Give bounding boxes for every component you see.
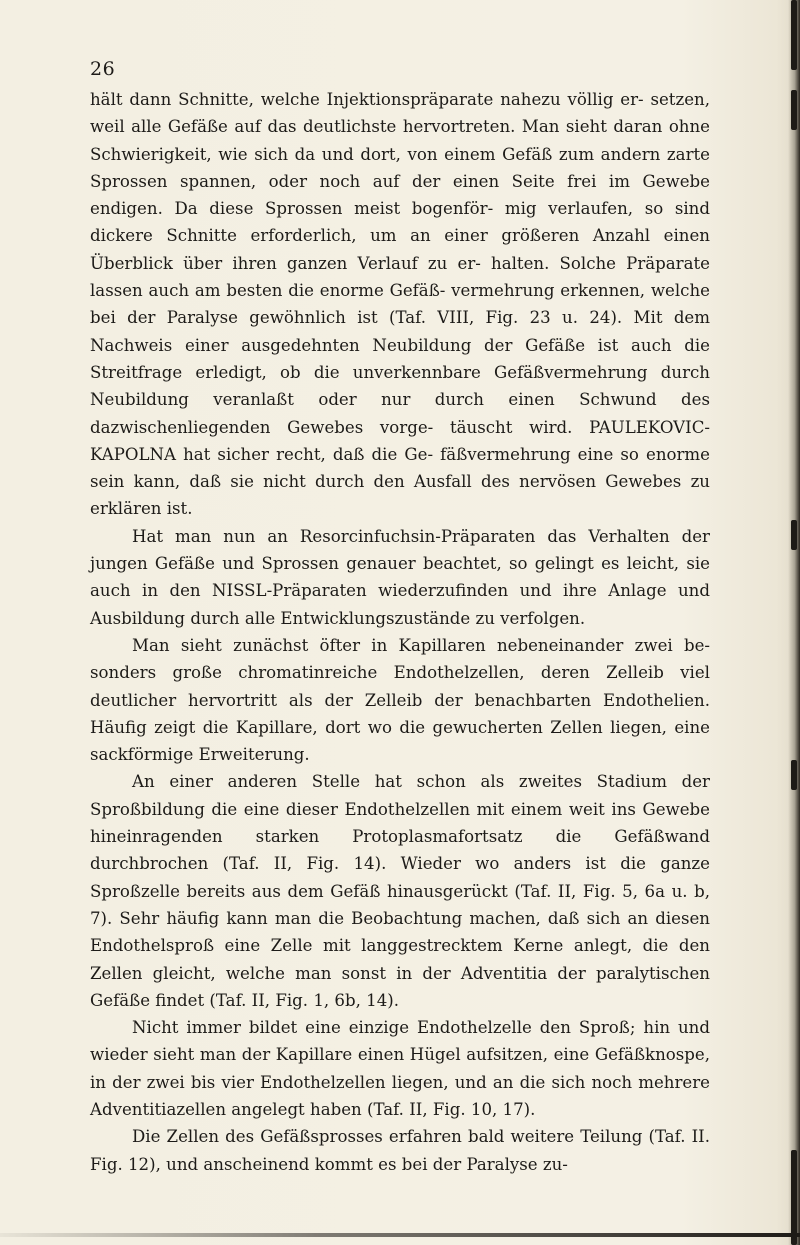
paragraph-2: Hat man nun an Resorcinfuchsin-Präparaten das Verhalten der jungen Gefäße und Sprossen genauer beachtet, so gelingt es leicht, sie auch in den NISSL-Präparaten wiederzufinden und ihre Anlage und Ausbildung durch alle Entwicklungszustände zu verfolgen. [90,526,710,628]
paragraph-4: An einer anderen Stelle hat schon als zweites Stadium der Sproßbildung die eine dieser Endothelzellen mit einem weit ins Gewebe hineinragenden starken Protoplasmafortsatz die Gefäßwand durchbrochen (Taf. II, Fig. 14). Wieder wo anders ist die ganze Sproßzelle bereits aus dem Gefäß hinausgerückt (Taf. II, Fig. 5, 6a u. b, 7). Sehr häufig kann man die Beobachtung machen, daß sich an diesen Endothelsproß eine Zelle mit langgestrecktem Kerne anlegt, die den Zellen gleicht, welche man sonst in der Adventitia der paralytischen Gefäße findet (Taf. II, Fig. 1, 6b, 14). [90,772,710,1010]
body-text [90,86,710,1178]
paragraph-1: hält dann Schnitte, welche Injektionspräparate nahezu völlig er- setzen, weil alle Gefäße auf das deutlichste hervortreten. Man sieht daran ohne Schwierigkeit, wie sich da und dort, von einem Gefäß zum andern zarte Sprossen spannen, oder noch auf der einen Seite frei im Gewebe endigen. Da diese Sprossen meist bogenför- mig verlaufen, so sind dickere Schnitte erforderlich, um an einer größeren Anzahl einen Überblick über ihren ganzen Verlauf zu er- halten. Solche Präparate lassen auch am besten die enorme Gefäß- vermehrung erkennen, welche bei der Paralyse gewöhnlich ist (Taf. VIII, Fig. 23 u. 24). Mit dem Nachweis einer ausgedehnten Neubildung der Gefäße ist auch die Streitfrage erledigt, ob die unverkennbare Gefäßvermehrung durch Neubildung veranlaßt oder nur durch einen Schwund des dazwischenliegenden Gewebes vorge- täuscht wird. PAULEKOVIC-KAPOLNA hat sicher recht, daß die Ge- fäßvermehrung eine so enorme sein kann, daß sie nicht durch den Ausfall des nervösen Gewebes zu erklären ist. [90,90,710,519]
paragraph-6: Die Zellen des Gefäßsprosses erfahren bald weitere Teilung (Taf. II. Fig. 12), und anscheinend kommt es bei der Paralyse zu- [90,1127,710,1174]
edge-mark [791,1150,797,1245]
edge-mark [791,0,797,70]
bottom-edge-line [0,1233,800,1237]
edge-mark [791,760,797,790]
page-edge-shadow [788,0,800,1245]
paragraph-5: Nicht immer bildet eine einzige Endothelzelle den Sproß; hin und wieder sieht man der Kapillare einen Hügel aufsitzen, eine Gefäßknospe, in der zwei bis vier Endothelzellen liegen, und an die sich noch mehrere Adventitiazellen angelegt haben (Taf. II, Fig. 10, 17). [90,1018,710,1119]
edge-mark [791,90,797,130]
page-number: 26 [90,58,116,80]
edge-mark [791,520,797,550]
paragraph-3: Man sieht zunächst öfter in Kapillaren nebeneinander zwei be- sonders große chromatinreiche Endothelzellen, deren Zelleib viel deutlicher hervortritt als der Zelleib der benachbarten Endothelien. Häufig zeigt die Kapillare, dort wo die gewucherten Zellen liegen, eine sackförmige Erweiterung. [90,635,710,765]
